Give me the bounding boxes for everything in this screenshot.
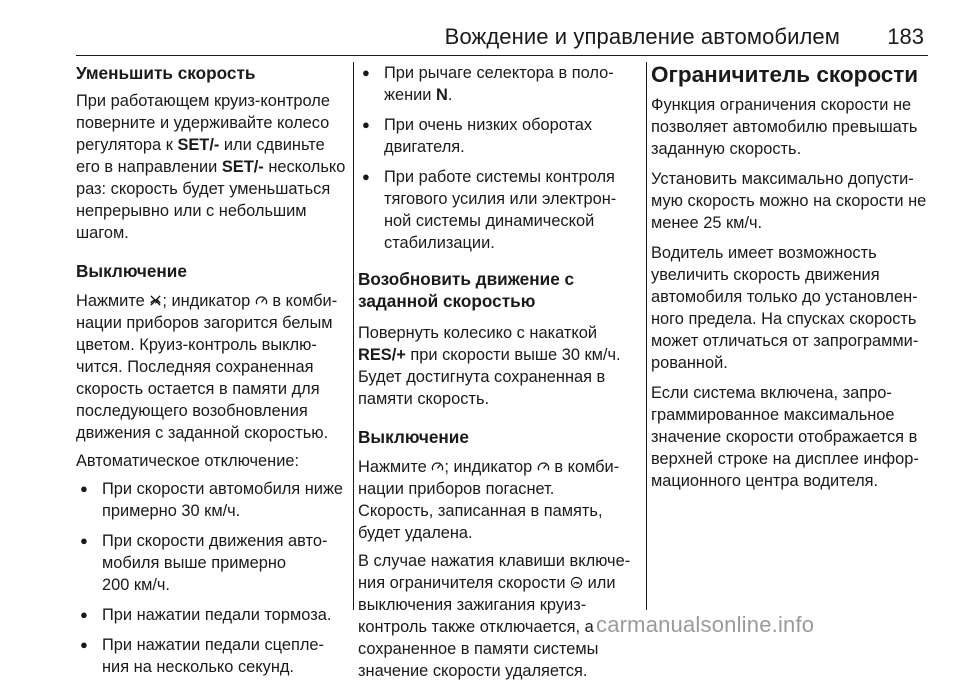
page-number: 183	[887, 24, 924, 49]
list-item: ● При работе системы контроля тягового усилия или электрон- ной системы динамической стабилизации.	[358, 166, 642, 254]
text-fragment: При рычаге селектора в поло- жении	[384, 64, 614, 104]
cruise-control-off-icon	[149, 294, 162, 307]
control-label-res: RES/+	[358, 346, 406, 364]
paragraph-limiter-2: Установить максимально допусти- мую скорость можно на скорости не менее 25 км/ч.	[651, 170, 927, 232]
page-header	[76, 0, 928, 57]
paragraph-reduce-speed	[76, 90, 348, 244]
header-divider	[76, 55, 928, 56]
text-fragment: ; индикатор	[444, 458, 537, 476]
text-fragment: При работающем круиз-контроле поверните и удерживайте колесо регулятора к	[76, 92, 330, 154]
column-3	[651, 62, 934, 492]
heading-switch-off-2: Выключение	[358, 427, 469, 447]
text-fragment: несколько раз: скорость будет уменьшаться непрерывно или с небольшим шагом.	[76, 158, 346, 242]
speed-limiter-icon	[570, 576, 583, 589]
text-fragment: или сдвиньте его в направлении	[76, 136, 325, 176]
watermark: carmanualsonline.info	[596, 612, 815, 637]
text-fragment: или выключения зажигания круиз- контроль также отключается, а сохраненное в памяти системы значение скорости удаляется.	[358, 574, 616, 680]
text-fragment: Нажмите	[358, 458, 432, 476]
paragraph-limiter-3: Водитель имеет возможность увеличить скорость движения автомобиля только до установлен- ного предела. На спусках скорость может отличаться от запрограмми- рованной.	[651, 244, 919, 372]
column-2	[358, 62, 642, 682]
paragraph-auto-off: Автоматическое отключение:	[76, 452, 300, 470]
list-item: ● При нажатии педали тормоза.	[76, 604, 348, 626]
cruise-control-indicator-icon	[431, 460, 444, 473]
column-divider-2	[646, 62, 647, 610]
paragraph-limiter-4: Если система включена, запро- граммированное максимальное значение скорости отображается в верхней строке на дисплее инфор- мационного центра водителя.	[651, 384, 919, 490]
heading-switch-off: Выключение	[76, 261, 187, 281]
text-fragment: Повернуть колесико с накаткой	[358, 324, 598, 342]
column-divider-1	[353, 62, 354, 610]
text-fragment: В случае нажатия клавиши включе- ния ограничителя скорости	[358, 552, 631, 592]
list-auto-off	[76, 478, 348, 678]
page-title: Вождение и управление автомобилем	[444, 24, 840, 49]
text-fragment: Нажмите	[76, 292, 150, 310]
paragraph-switch-off-2	[358, 456, 642, 544]
heading-reduce-speed: Уменьшить скорость	[76, 63, 256, 83]
text-fragment: при скорости выше 30 км/ч. Будет достигнута сохраненная в памяти скорость.	[358, 346, 621, 408]
paragraph-switch-off	[76, 290, 348, 444]
gear-position-label: N	[436, 86, 448, 104]
column-1	[76, 62, 348, 678]
text-fragment: в комби- нации приборов погаснет. Скорость, записанная в память, будет удалена.	[358, 458, 620, 542]
list-item: ● При скорости автомобиля ниже примерно 30 км/ч.	[76, 478, 348, 522]
list-item: ● При скорости движения авто- мобиля выше примерно 200 км/ч.	[76, 530, 348, 596]
control-label-set: SET/-	[177, 136, 220, 154]
text-fragment: ; индикатор	[162, 292, 255, 310]
cruise-control-indicator-icon	[255, 294, 268, 307]
paragraph-limiter-1: Функция ограничения скорости не позволяет автомобилю превышать заданную скорость.	[651, 96, 918, 158]
heading-resume-speed: Возобновить движение с заданной скоростью	[358, 269, 575, 311]
control-label-set: SET/-	[221, 158, 264, 176]
paragraph-resume-speed	[358, 322, 642, 410]
text-fragment: .	[447, 86, 453, 104]
heading-speed-limiter: Ограничитель скорости	[651, 62, 919, 87]
list-item: ● При нажатии педали сцепле- ния на несколько секунд.	[76, 634, 348, 678]
list-auto-off-continued	[358, 62, 642, 254]
list-item	[358, 62, 642, 106]
list-item: ● При очень низких оборотах двигателя.	[358, 114, 642, 158]
text-fragment: в комби- нации приборов загорится белым цветом. Круиз-контроль выклю- чится. Последняя сохраненная скорость остается в памяти для последующего возобновления движения с заданной скоростью.	[76, 292, 338, 442]
cruise-control-indicator-icon	[537, 460, 550, 473]
